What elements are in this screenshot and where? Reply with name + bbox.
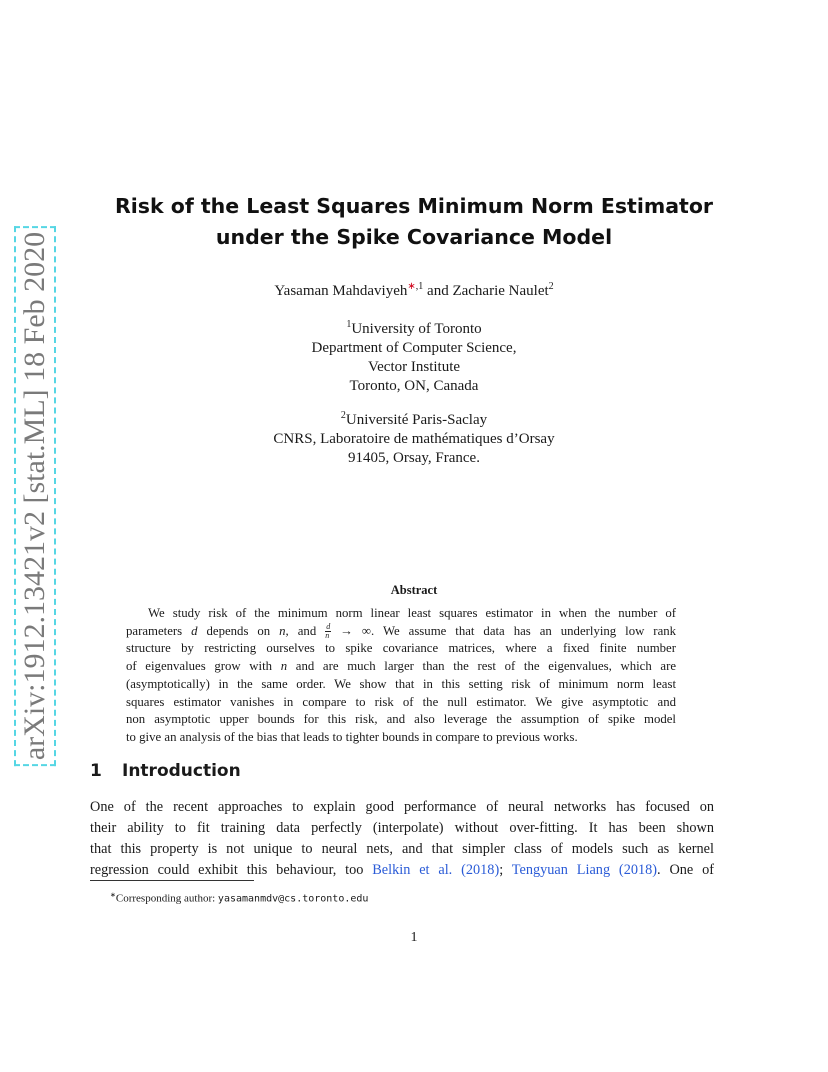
- footnote-divider: [90, 880, 254, 881]
- abstract-line: We study risk of the minimum norm linear least squares estimator in when the number of: [148, 606, 676, 620]
- author-1-marks: ∗,1: [407, 281, 424, 292]
- citation-link-belkin[interactable]: Belkin et al. (2018): [372, 862, 500, 878]
- section-title: Introduction: [122, 761, 241, 781]
- paper-title: [0, 191, 828, 253]
- abstract-line: (asymptotically) in the same order. We show that in this setting risk of minimum norm least: [126, 676, 676, 691]
- footnote-mark: ∗: [110, 891, 116, 899]
- arxiv-identifier: arXiv:1912.13421v2 [stat.ML] 18 Feb 2020: [14, 226, 56, 766]
- affiliation-1-line: Vector Institute: [367, 359, 461, 375]
- citation-link-liang[interactable]: Tengyuan Liang (2018): [511, 862, 658, 878]
- affiliation-2-mark: 2: [340, 410, 346, 421]
- abstract-line: non asymptotic upper bounds for this risk, and also leverage the assumption of spike model: [126, 712, 676, 727]
- abstract-heading: Abstract: [390, 583, 438, 597]
- affiliation-1: [0, 315, 828, 396]
- fraction-d-over-n: $\frac{d}{n}$: [325, 622, 331, 641]
- footnote: [110, 891, 368, 905]
- body-line: regression could exhibit this behaviour, too Belkin et al. (2018); Tengyuan Liang (2018). One of: [90, 862, 715, 878]
- abstract-line: squares estimator vanishes in compare to risk of the null estimator. We give asymptotic and: [126, 694, 676, 709]
- affiliation-1-line: Toronto, ON, Canada: [349, 378, 479, 394]
- affiliation-2-line: CNRS, Laboratoire de mathématiques d’Orsay: [273, 431, 555, 447]
- abstract-body: [126, 605, 676, 747]
- author-list: [0, 281, 828, 300]
- section-heading: [90, 761, 241, 781]
- author-2-mark: 2: [548, 281, 554, 292]
- affiliation-1-line: University of Toronto: [351, 321, 482, 337]
- affiliation-1-mark: 1: [346, 319, 352, 330]
- title-line-1: Risk of the Least Squares Minimum Norm Estimator: [114, 194, 714, 218]
- abstract-line: to give an analysis of the bias that leads to tighter bounds in compare to previous works.: [126, 729, 578, 744]
- body-line: that this property is not unique to neural nets, and that simpler class of models such as kernel: [90, 841, 714, 857]
- body-line: One of the recent approaches to explain good performance of neural networks has focused on: [90, 799, 714, 815]
- abstract-line: parameters d depends on n, and $\frac{d}{n}$ → ∞. We assume that data has an underlying low rank: [126, 622, 677, 641]
- abstract-line: structure by restricting ourselves to spike covariance matrices, where a fixed finite number: [126, 641, 676, 656]
- affiliation-1-line: Department of Computer Science,: [311, 340, 517, 356]
- page-number: 1: [410, 930, 418, 945]
- abstract-line: of eigenvalues grow with n and are much larger than the rest of the eigenvalues, which are: [126, 659, 677, 674]
- body-line: their ability to fit training data perfectly (interpolate) without over-fitting. It has been shown: [90, 820, 714, 836]
- section-number: 1: [90, 761, 102, 781]
- introduction-paragraph: [90, 797, 714, 881]
- footnote-text: Corresponding author:: [115, 892, 216, 905]
- affiliation-2-line: Université Paris-Saclay: [345, 412, 488, 428]
- author-email: yasamanmdv@cs.toronto.edu: [217, 893, 369, 905]
- corresponding-author-mark[interactable]: ∗: [407, 281, 416, 292]
- title-line-2: under the Spike Covariance Model: [215, 225, 613, 249]
- author-2: Zacharie Naulet: [452, 283, 549, 299]
- author-1: Yasaman Mahdaviyeh: [274, 283, 408, 299]
- author-connector: and: [423, 283, 453, 299]
- affiliation-2-line: 91405, Orsay, France.: [348, 450, 480, 466]
- affiliation-2: [0, 406, 828, 468]
